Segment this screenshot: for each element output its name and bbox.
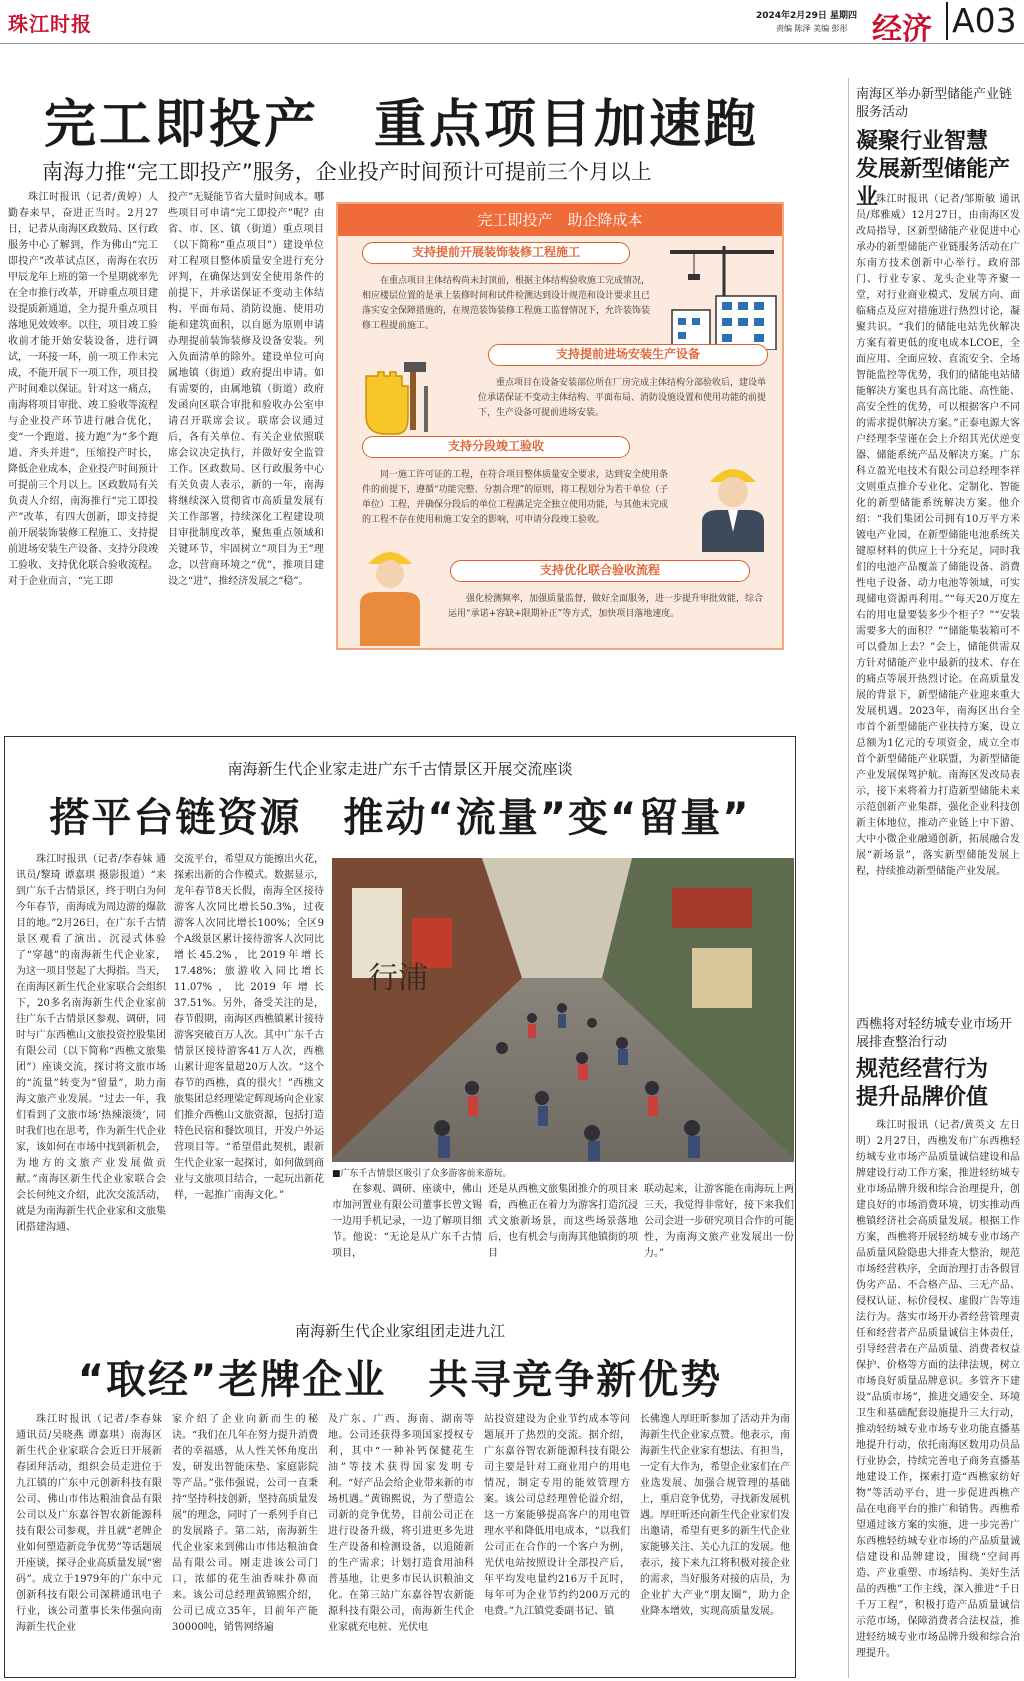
feature1-column-1 — [16, 852, 166, 1322]
feature1-column-2 — [174, 852, 324, 1322]
feature1-column-3 — [332, 1182, 482, 1282]
feature2-column-2-text: 家介绍了企业向新而生的秘诀。“我们在几年在努力提升消费者的幸福感，从人性关怀角度出发，研发出智能床垫、家庭影院等产品。”张伟强说，公司一直秉持“坚持科技创新，坚持高质量发展”的理念，同时了一系列手自已的发展路子。第二站，南海新生代企业家来到佛山市伟达粮油食品有限公司。刚走进该公司门口，浓郁的花生油香味扑鼻而来。该公司总经理黄锦熙介绍，公司已成立35年，目前年产能30000吨，销售网络遍 — [172, 1414, 318, 1633]
feature2-kicker: 南海新生代企业家组团走进九江 — [294, 1322, 505, 1340]
feature2-column-3-text: 及广东、广西、海南、湖南等地。公司还获得多项国家授权专利，其中“一种补钙保健花生油”等技术获得国家发明专利。“好产品会给企业带来新的市场机遇。”黄锦熙说，为了塑造公司新的竞争优势，目前公司正在进行设备升级，将引进更多先进生产设备和检测设备，以追随新的生产需求；计划打造食用油科普基地，让更多市民认识粮油文化。在第三站广东嘉谷智农新能源科技有限公司，南海新生代企业家就充电桩、光伏电 — [328, 1414, 474, 1633]
feature1-column-1-text: 珠江时报讯（记者/李春妹 通讯员/黎琦 谭嘉琪 摄影报道）“来到广东千古情景区，终于明白为何今年春节，南海成为周边游的爆款目的地。”2月26日，在广东千古情景区观看了演出、沉浸式体验了“穿越”的南海新生代企业家，为这一项目竖起了大拇指。当天，在南海区新生代企业家联合会组织下，20多名南海新生代企业家前往广东千古情景区参观、调研，同时与广东西樵山文旅投资控股集团有限公司（以下简称“西樵文旅集团”）座谈交流，探讨将文旅市场的“流量”转变为“留量”，助力南海文旅产业发展。“过去一年，我们看到了文旅市场‘热辣滚烫’，同时我们也在思考，作为新生代企业家，该如何在市场中找到新机会，为地方的文旅产业发展做贡献。”南海区新生代企业家联合会会长何纯文介绍，此次交流活动，就是为南海新生代企业家和文旅集团搭建沟通、 — [16, 854, 166, 1233]
worker-illustration — [688, 452, 778, 552]
lead-column-2 — [168, 190, 324, 660]
page-number: A03 — [946, 2, 1017, 40]
street-scene-image — [332, 858, 794, 1162]
measure-2-text: 重点项目在设备安装部位所在厂房完成主体结构分部验收后，建设单位承诺保证不变动主体结构、平面布局、消防设施设置和使用功能的前提下，生产设备可提前进场安装。 — [478, 378, 767, 418]
lead-column-1-text: 珠江时报讯（记者/黄婷）人勤春来早，奋进正当时。2月27日，记者从南海区政数局、区行政服务中心了解到，作为佛山“完工即投产”改革试点区，南海在农历甲辰龙年上班的第一个星期就率先在全市推行改革，开辟重点项目建设提质新通道，全力提升重点项目落地见效效率。以往，项目竣工验收前才能开始安装设备，进行调试，一环接一环，前一项工作未完成，不能开展下一项工作，项目投产时间难以保证。针对这一痛点，南海将项目审批、竣工验收等流程与企业投产环节进行融合优化，变“一个跑道、接力跑”为“多个跑道、齐头并进”，压缩投产时长，降低企业成本，企业投产时间预计可提前三个月以上。区政数局有关负责人介绍，南海推行“完工即投产”改革，有四大创新，即支持提前开展装饰装修工程施工、支持提前进场安装生产设备、支持分段竣工验收、支持优化联合验收流程。对于企业而言，“完工即 — [8, 192, 158, 587]
feature1-column-5 — [644, 1182, 794, 1282]
measure-2-title: 支持提前进场安装生产设备 — [488, 344, 768, 366]
feature1-column-5-text: 联动起来，让游客能在南海玩上两三天，我觉得非常好，接下来我们公司会进一步研究项目合作的可能性，为南海文旅产业发展出一份力。” — [644, 1184, 794, 1259]
feature1-kicker: 南海新生代企业家走进广东千古情景区开展交流座谈 — [227, 760, 573, 778]
measure-3-text: 同一施工许可证的工程，在符合项目整体质量安全要求，达到安全使用条件的前提下，遵循“功能完整、分割合理”的原则，将工程划分为若干单位（子单位）工程，并确保分段后的单位工程满足完全独立使用功能，与其他未完成的工程不存在使用和施工安全的影响，可申请分段竣工验收。 — [362, 470, 669, 525]
measure-4-text: 强化检测频率，加强质量监督，做好全面服务，进一步提升审批效能，综合运用“承诺+容缺+限期补正”等方式，加快项目落地速度。 — [448, 594, 764, 619]
feature2-column-4 — [484, 1412, 630, 1674]
measure-3-title: 支持分段竣工验收 — [362, 436, 630, 458]
newspaper-logo: 珠江时报 — [8, 12, 92, 36]
feature1-column-3-text: 在参观、调研、座谈中，佛山市加河置业有限公司董事长曾文锡一边用手机记录，一边了解项目细节。他说：“无论是从广东千古情项目， — [332, 1184, 482, 1259]
right2-body-text: 珠江时报讯（记者/黄英文 左日明）2月27日，西樵发布广东西樵轻纺城专业市场产品质量诚信建设和品牌建设行动工作方案，推进轻纺城专业市场品牌升级和综合治理提升，创建良好的市场消费环境，切实推动西樵镇经济社会高质量发展。根据工作方案，西樵将开展轻纺城专业市场产品质量风险隐患大排查大整治，规范市场经营秩序，全面治理打击各假冒伪劣产品、不合格产品、三无产品、侵权认证、标价侵权、虚假广告等违法行为。落实市场开办者经营管理责任和经营者产品质量诚信主体责任，引导经营者在产品质量、消费者权益保护、价格等方面的法律法规，树立市场良好质量品牌意识。多管齐下建设“品质市场”，推进交通安全、环境卫生和基础配套设施提升三大行动，推动轻纺城专业市场专业功能直播基地提升行动，依托南海区数用功员品行业协会，持续完善电子商务直播基地建设工作，探索打造“西樵家纺好物”等活动平台，进一步促进西樵产品在电商平台的推广和销售。西樵希望通过该方案的实施，进一步完善广东西樵轻纺城专业市场的产品质量诚信建设和品牌建设，围绕“空间再造、产业重塑、市场结构、美好生活品的西樵”工作主线，深入推进“千日千万工程”，积极打造产品质量诚信示范市场，保障消费者合法权益，推进轻纺城专业市场品牌升级和综合治理提升。 — [856, 1120, 1020, 1659]
crane-building-illustration — [664, 240, 782, 350]
feature1-headline: 搭平台链资源 推动“流量”变“留量” — [49, 795, 751, 841]
feature2-column-4-text: 站投资建设为企业节约成本等问题展开了热烈的交流。据介绍，广东嘉谷智农新能源科技有限公司主要是针对工商业用户的用电情况，制定专用的能效管理方案。该公司总经理曾伦溢介绍，这一方案能够提高客户的用电管理水平和降低用电成本，“以我们公司正在合作的一个客户为例，光伏电站按照设计全部投产后，年平均发电量约216万千瓦时，每年可为企业节约约200万元的电费。”九江镇党委副书记、镇 — [484, 1414, 630, 1617]
feature2-column-2 — [172, 1412, 318, 1674]
right2-headline: 规范经营行为 提升品牌价值 — [856, 1057, 989, 1110]
feature1-column-4 — [488, 1182, 638, 1282]
street-scene-photo — [332, 858, 794, 1162]
infographic-panel — [336, 202, 784, 650]
right1-body — [856, 192, 1020, 1006]
lead-headline: 完工即投产 重点项目加速跑 — [44, 95, 760, 155]
column-divider — [848, 78, 849, 1678]
issue-date: 2024年2月29日 星期四 — [756, 11, 857, 21]
lead-column-1 — [8, 190, 158, 660]
right2-kicker: 西樵将对轻纺城专业市场开展排查整治行动 — [856, 1017, 1013, 1050]
feature2-column-5-text: 长佛逸人厚旺昕参加了活动并为南海新生代企业家点赞。他表示，南海新生代企业家有想法、有担当，一定有大作为，希望企业家们在产业选发展、加强合规管理的基础上，重启竞争优势，寻找新发展机遇。厚旺昕还向新生代企业家们发出邀请，希望有更多的新生代企业家能够关注、关心九江的发展。他表示，接下来九江将积极对接企业的需求，当好服务对接的店员，为企业扩大产业“朋友圈”，助力企业降本增效，实现高质量发展。 — [640, 1414, 790, 1617]
lead-subhead: 南海力推“完工即投产”服务，企业投产时间预计可提前三个月以上 — [42, 160, 652, 184]
right1-headline: 凝聚行业智慧 发展新型储能产业 — [856, 129, 1011, 210]
measure-4-title: 支持优化联合验收流程 — [450, 560, 750, 582]
worker-illustration-2 — [350, 536, 430, 646]
editor-credits: 责编 陈泽 美编 彭彤 — [776, 24, 848, 33]
right1-kicker: 南海区举办新型储能产业链服务活动 — [856, 87, 1013, 120]
masthead — [0, 0, 1024, 47]
section-title: 经济 — [872, 12, 932, 47]
photo-caption: ■广东千古情景区吸引了众多游客前来游玩。 — [332, 1169, 512, 1179]
feature2-column-1 — [16, 1412, 162, 1674]
feature1-column-2-text: 交流平台，希望双方能擦出火花，探索出新的合作模式。数据显示，龙年春节8天长假，南海全区接待游客人次同比增长50.3%，过夜游客人次同比增长100%；全区9个A级景区累计接待游客人次同比增长45.2%，比2019年增长17.48%；旅游收入同比增长11.07%，比2019年增长37.51%。另外，备受关注的是，春节假期，南海区西樵镇累计接待游客突破百万人次。其中广东千古情景区接待游客41万人次，西樵山累计迎客量超20万人次。“这个春节的西樵，真的很火！”西樵文旅集团总经理梁定辉现场向企业家们推介西樵山文旅资源，包括打造特色民宿和餐饮项目，开发户外运营项目等。“希望借此契机，跟新生代企业家一起探讨，如何做到商业与文旅项目结合，一起玩出新花样，一起推广南海文化。” — [174, 854, 324, 1201]
tools-glove-illustration — [346, 346, 442, 442]
feature2-column-5 — [640, 1412, 790, 1674]
feature2-column-1-text: 珠江时报讯（记者/李春妹 通讯员/吴晓燕 谭嘉琪）南海区新生代企业家联合会近日开展新春团拜活动，组织会员走进位于九江镇的广东中元创新科技有限公司、佛山市伟达粮油食品有限公司以及广东嘉谷智农新能源科技有限公司参观，并且就“老牌企业如何塑造新竞争优势”等话题展开座谈，探寻企业高质量发展“密码”。成立于1979年的广东中元创新科技有限公司深耕通讯电子行业，该公司董事长朱伟强向南海新生代企业 — [16, 1414, 162, 1633]
feature2-column-3 — [328, 1412, 474, 1674]
right2-body — [856, 1118, 1020, 1678]
measure-1-text: 在重点项目主体结构尚未封顶前，根据主体结构验收施工完成情况，相应楼层位置的是承上装修时间和试件检测达到设计规范和设计要求且已落实安全保障措施的，在规范装饰装修工程施工监督情况下，允许装饰装修工程提前施工。 — [362, 276, 651, 331]
infographic-banner: 完工即投产 助企降成本 — [338, 204, 782, 236]
photo-shop-sign: 行浦 — [368, 961, 428, 996]
feature1-column-4-text: 还是从西樵文旅集团推介的项目来看，西樵正在着力为游客打造沉浸式文旅新场景，而这些场景落地后，也有机会与南海其他镇街的项目 — [488, 1184, 638, 1259]
lead-column-2-text: 投产”无疑能节省大量时间成本。哪些项目可申请“完工即投产”呢？由省、市、区、镇（街道）重点项目（以下简称“重点项目”）建设单位对工程项目整体质量安全进行充分评判，在确保达到安全使用条件的前提下，并承诺保证不变动主体结构、平面布局、消防设施、使用功能和建筑面积，以自愿为原则申请办理提前装饰装修及设备安装。列入负面清单的除外。建设单位可向属地镇（街道）政府提出申请。如有需要的，由属地镇（街道）政府发函向区联合审批和验收办公室申请召开联席会议。联席会议通过后，各有关单位、有关企业依照联席会议决定执行，并做好安全监管工作。区政数局、区行政服务中心有关负责人表示，新的一年，南海将继续深入贯彻省市高质量发展有关工作部署，持续深化工程建设项目审批制度改革，聚焦重点领域和关键环节，牢固树立“项目为王”理念，以营商环境之“优”，推项目建设之“进”，推经济发展之“稳”。 — [168, 192, 324, 587]
right1-body-text: 珠江时报讯（记者/邹斯敏 通讯员/郑雅威）12月27日，由南海区发改局指导，区新型储能产业促进中心承办的新型储能产业链服务活动在广东南方技术创新中心举行。政府部门、行业专家、龙头企业等齐聚一堂，对行业商业模式、发展方向、面临痛点及应对措施进行热烈讨论，凝聚共识。“我们的储能电站先伙解决方案有着更低的度电成本LCOE，全面应用、全面应较、直流安全、全场智能监控等优势，我们的储能电站储能解决方案也具有高比能、高性能、高安全性的优势，可以根据客户不同的需求提供解决方案。”正泰电源大客户经理李莹谨在会上介绍其光伏逆变器、储能系统产品及解决方案。广东科立盈光电技术有限公司总经理李祥文则重点推介专业化、定制化、智能化的新型储能系统解决方案。他介绍：“我们集团公司拥有10万平方米镀电产业园，在新型储能电池系统关键原材料的供应上十分充足，同时我们的电池产品覆盖了储能设备、消费性电子设备、动力电池等领域，可实现储电资源再利用。”“每天20万度左右的用电量要装多少个柜子？”“安装需要多大的面积？”“储能集装箱可不可以叠加上去？”会上，储能供需双方针对储能产业中最新的技术、存在的痛点等展开热烈讨论。在高质量发展的背景下，新型储能产业迎来重大发展机遇。2023年，南海区出台全市首个新型储能产业扶持方案，设立总额为1亿元的专项资金，成立全市首个新型储能产业联盟，为新型储能产业发展保驾护航。南海区发改局表示，接下来将着力打造新型储能未来示范创新产业集群，强化企业科技创新主体地位，推动产业链上中下游、大中小微企业融通创新，拓展融合发展“新场景”，落实新型储能发展上程，持续推动新型储能产业发展。 — [856, 194, 1020, 877]
measure-1-title: 支持提前开展装饰装修工程施工 — [362, 242, 630, 264]
feature2-headline: “取经”老牌企业 共寻竞争新优势 — [77, 1357, 723, 1403]
